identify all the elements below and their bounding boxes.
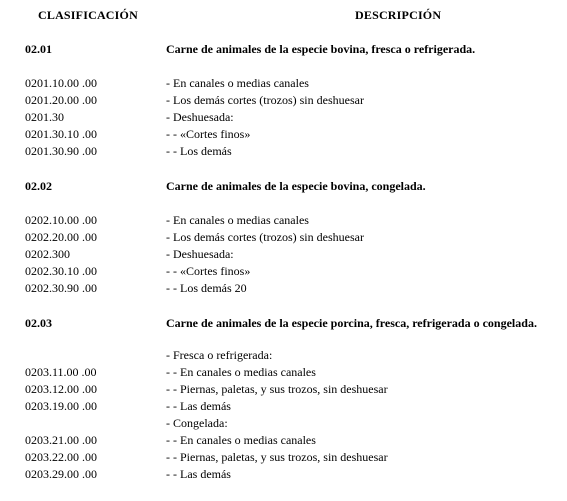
table-row <box>0 75 567 92</box>
row-description: - - En canales o medias canales <box>166 365 316 379</box>
row-code: 0201.20.00 .00 <box>25 93 97 107</box>
heading-title: Carne de animales de la especie bovina, congelada. <box>166 179 426 193</box>
table-row <box>0 143 567 160</box>
section-heading <box>0 41 567 58</box>
heading-code: 02.03 <box>25 316 52 330</box>
heading-code: 02.02 <box>25 179 52 193</box>
row-description: - Los demás cortes (trozos) sin deshuesar <box>166 93 364 107</box>
table-row <box>0 381 567 398</box>
table-row <box>0 229 567 246</box>
row-code: 0203.29.00 .00 <box>25 467 97 481</box>
table-row <box>0 364 567 381</box>
table-row <box>0 109 567 126</box>
row-code: 0202.300 <box>25 247 70 261</box>
row-description: - - Los demás <box>166 144 232 158</box>
row-description: - - Piernas, paletas, y sus trozos, sin deshuesar <box>166 382 388 396</box>
table-row <box>0 432 567 449</box>
column-header-classification: CLASIFICACIÓN <box>38 8 138 22</box>
row-code: 0201.30.10 .00 <box>25 127 97 141</box>
row-code: 0203.21.00 .00 <box>25 433 97 447</box>
row-code: 0202.30.10 .00 <box>25 264 97 278</box>
row-description: - Los demás cortes (trozos) sin deshuesar <box>166 230 364 244</box>
section-0202 <box>0 178 567 297</box>
heading-title: Carne de animales de la especie porcina, fresca, refrigerada o congelada. <box>166 316 537 330</box>
row-description: - - Las demás <box>166 467 231 481</box>
row-description: - En canales o medias canales <box>166 213 309 227</box>
row-code: 0201.30.90 .00 <box>25 144 97 158</box>
row-description: - - «Cortes finos» <box>166 127 251 141</box>
row-description: - En canales o medias canales <box>166 76 309 90</box>
row-description: - - En canales o medias canales <box>166 433 316 447</box>
row-description: - - Piernas, paletas, y sus trozos, sin deshuesar <box>166 450 388 464</box>
row-code: 0203.12.00 .00 <box>25 382 97 396</box>
table-row <box>0 466 567 483</box>
table-row <box>0 398 567 415</box>
row-description: - Fresca o refrigerada: <box>166 348 273 362</box>
table-row <box>0 92 567 109</box>
row-code: 0202.10.00 .00 <box>25 213 97 227</box>
row-code: 0201.10.00 .00 <box>25 76 97 90</box>
section-heading <box>0 315 567 332</box>
row-code: 0203.19.00 .00 <box>25 399 97 413</box>
heading-title: Carne de animales de la especie bovina, fresca o refrigerada. <box>166 42 476 56</box>
table-row <box>0 263 567 280</box>
column-header-description: DESCRIPCIÓN <box>355 8 442 22</box>
table-row <box>0 280 567 297</box>
table-row <box>0 126 567 143</box>
row-description: - Deshuesada: <box>166 110 234 124</box>
row-description: - - «Cortes finos» <box>166 264 251 278</box>
section-0201 <box>0 41 567 160</box>
row-description: - Deshuesada: <box>166 247 234 261</box>
row-code: 0203.11.00 .00 <box>25 365 97 379</box>
table-row <box>0 449 567 466</box>
table-row <box>0 347 567 364</box>
table-row <box>0 212 567 229</box>
table-row <box>0 246 567 263</box>
row-code: 0202.20.00 .00 <box>25 230 97 244</box>
row-code: 0203.22.00 .00 <box>25 450 97 464</box>
row-description: - - Las demás <box>166 399 231 413</box>
section-0203 <box>0 315 567 483</box>
row-description: - - Los demás 20 <box>166 281 247 295</box>
section-heading <box>0 178 567 195</box>
heading-code: 02.01 <box>25 42 52 56</box>
row-code: 0202.30.90 .00 <box>25 281 97 295</box>
row-code: 0201.30 <box>25 110 64 124</box>
table-row <box>0 415 567 432</box>
row-description: - Congelada: <box>166 416 228 430</box>
